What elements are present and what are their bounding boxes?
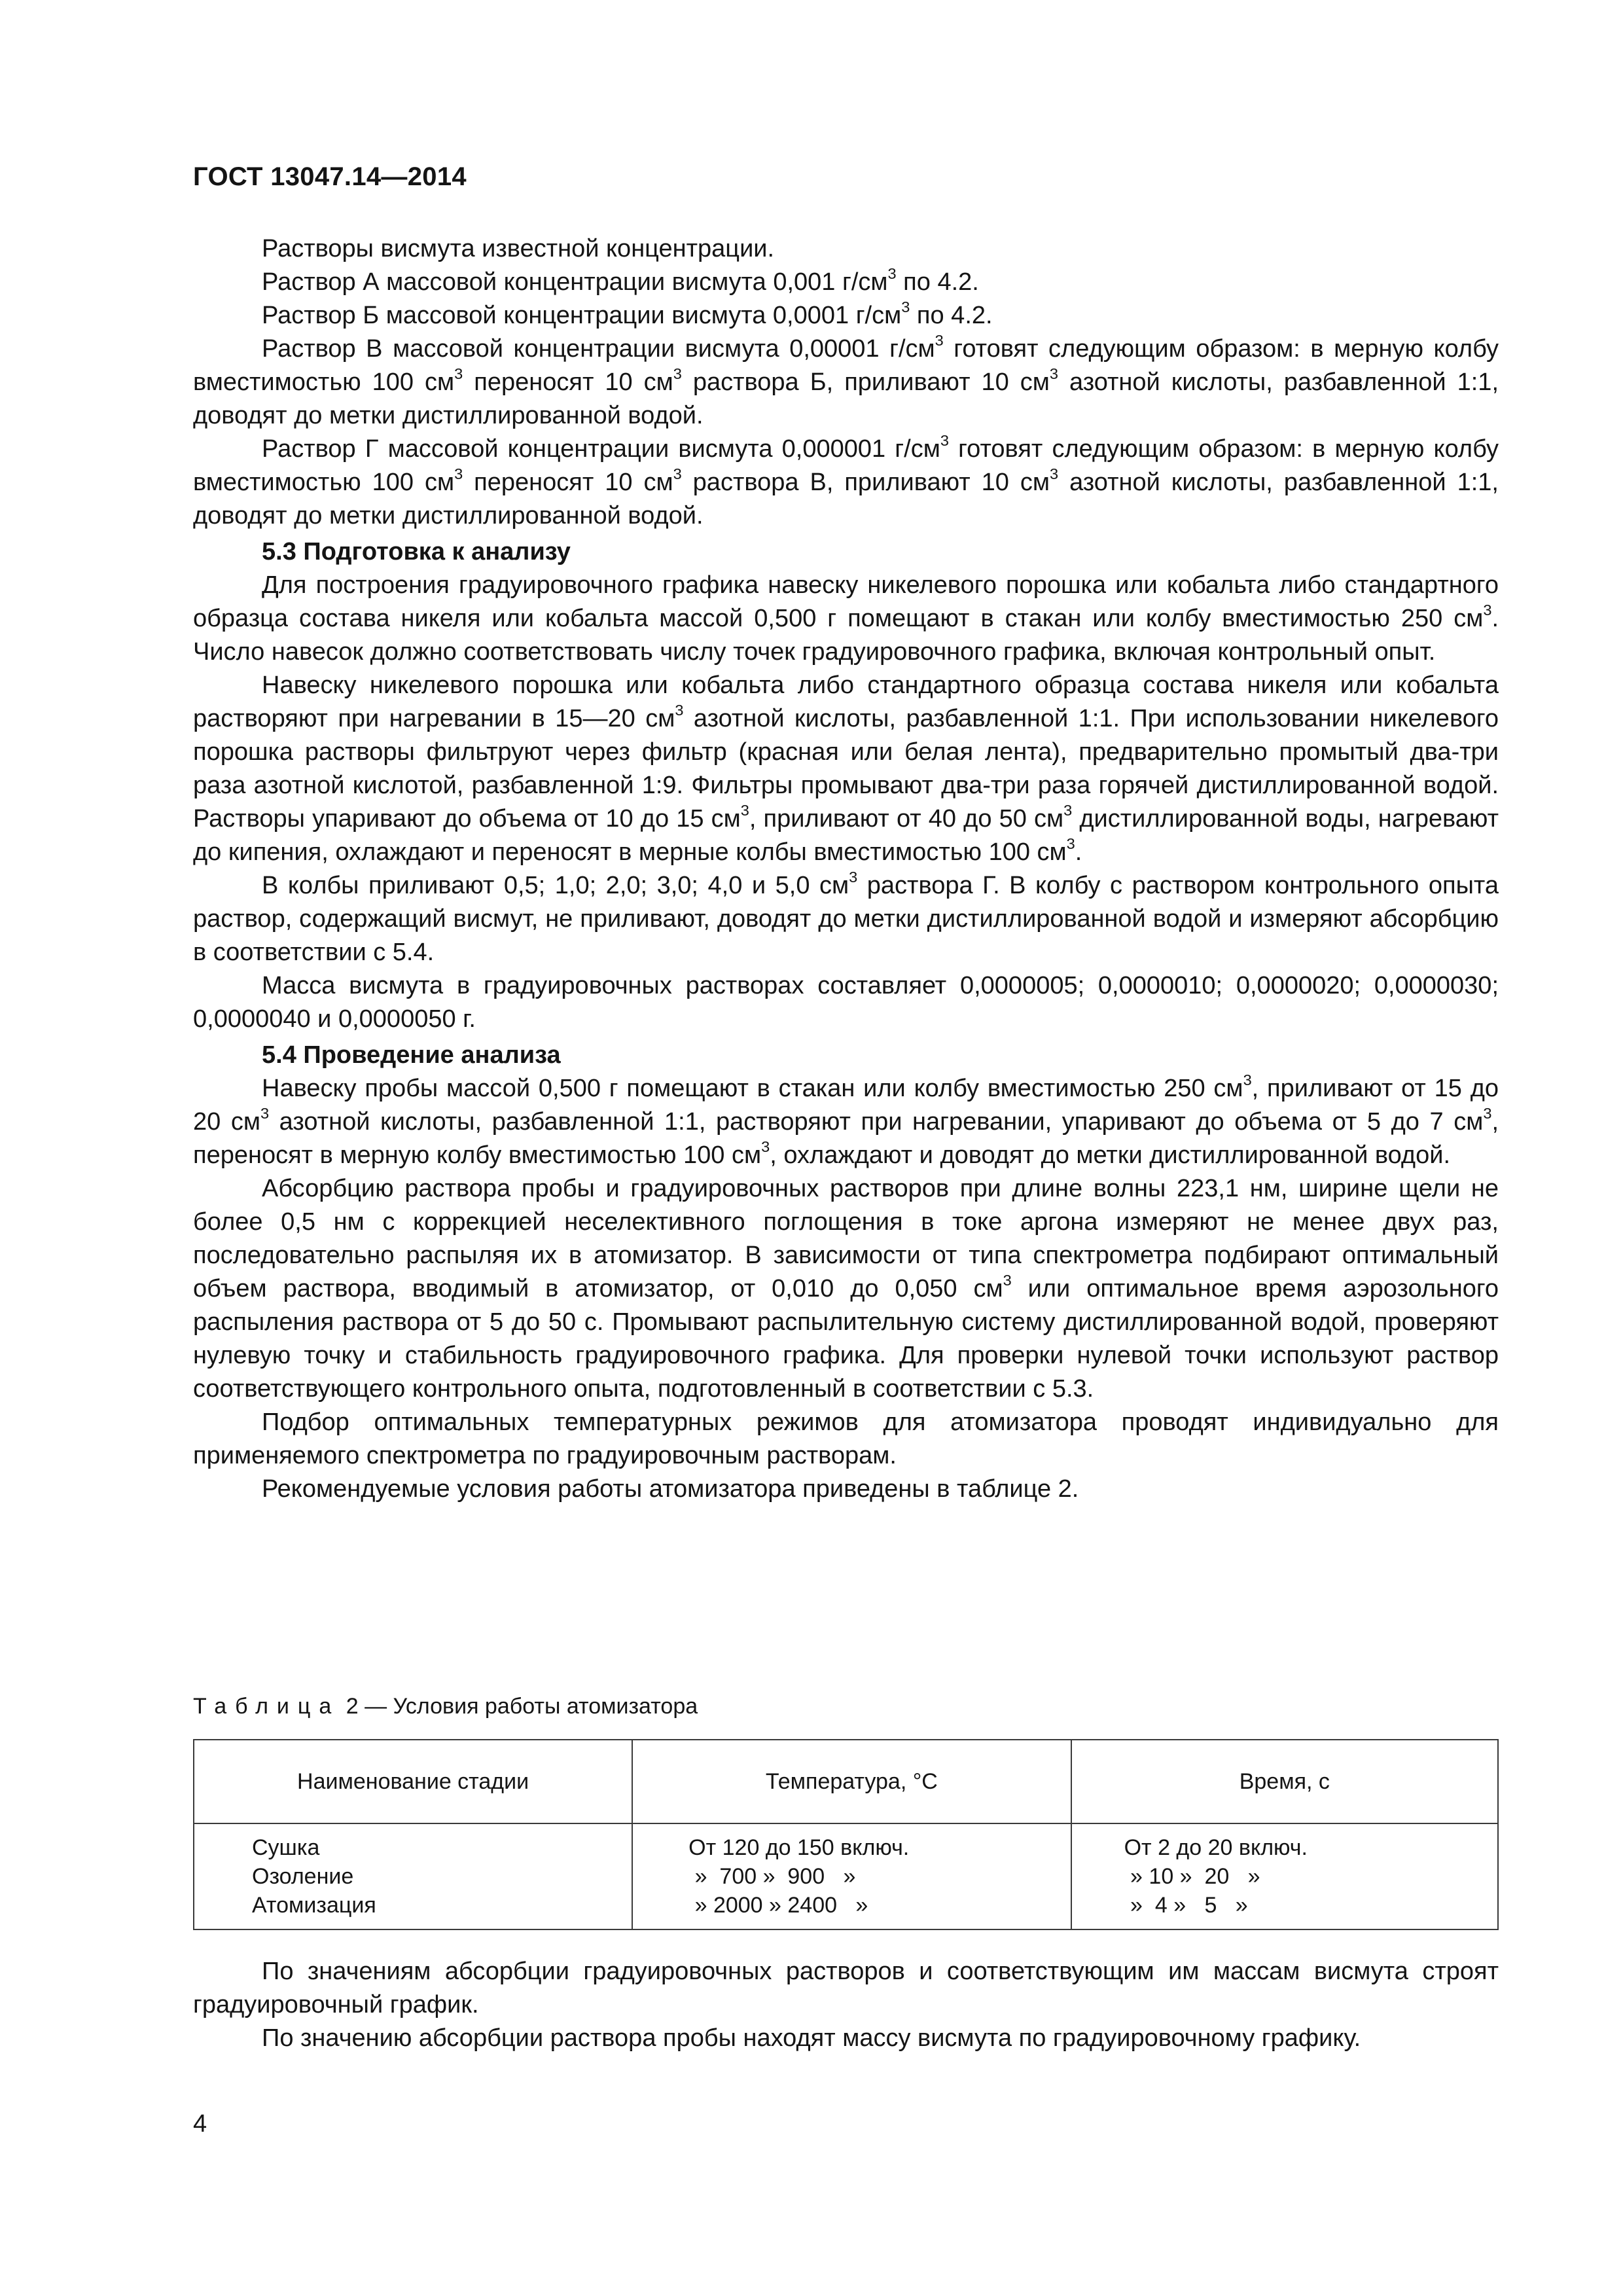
table-caption [193, 1694, 698, 1719]
table-row [194, 1862, 1498, 1891]
section-heading: 5.4 Проведение анализа [262, 1041, 561, 1069]
paragraph: В колбы приливают 0,5; 1,0; 2,0; 3,0; 4,0 и 5,0 $см^3$ раствора Г. В колбу с раствором контрольного опыта раствор, содержащий висмут, не приливают, доводят до метки дистиллированной водой и измеряют абсорбцию в соответствии с 5.4. [193, 869, 1499, 966]
table-cell-temperature: » 2000 » 2400 » [632, 1891, 1071, 1929]
section-heading: 5.3 Подготовка к анализу [262, 538, 571, 565]
paragraph: Абсорбцию раствора пробы и градуировочных растворов при длине волны 223,1 нм, ширине щели не более 0,5 нм с коррекцией неселективного поглощения в токе аргона измеряют не менее двух раз, последовательно распыляя их в атомизатор. В зависимости от типа спектрометра подбирают оптимальный объем раствора, вводимый в атомизатор, от 0,010 до 0,050 $см^3$ или оптимальное время аэрозольного распыления раствора от 5 до 50 с. Промывают распылительную систему дистиллированной водой, проверяют нулевую точку и стабильность градуировочного графика. Для проверки нулевой точки используют раствор соответствующего контрольного опыта, подготовленный в соответствии с 5.3. [193, 1175, 1499, 1403]
paragraph: Раствор Г массовой концентрации висмута 0,000001 $г/см^3$ готовят следующим образом: в мерную колбу вместимостью 100 $см^3$ переносят 10 $см^3$ раствора В, приливают 10 $см^3$ азотной кислоты, разбавленной 1:1, доводят до метки дистиллированной водой. [193, 432, 1499, 529]
body-text [193, 232, 1499, 1506]
paragraph: Раствор Б массовой концентрации висмута 0,0001 $г/см^3$ по 4.2. [262, 298, 993, 329]
column-header-stage: Наименование стадии [194, 1740, 632, 1823]
paragraph: Навеску никелевого порошка или кобальта либо стандартного образца состава никеля или кобальта растворяют при нагревании в 15—20 $см^3$ азотной кислоты, разбавленной 1:1. При использовании никелевого порошка растворы фильтруют через фильтр (красная или белая лента), предварительно промытый два-три раза азотной кислотой, разбавленной 1:9. Фильтры промывают два-три раза горячей дистиллированной водой. Растворы упаривают до объема от 10 до 15 $см^3$, приливают от 40 до 50 $см^3$ дистиллированной воды, нагревают до кипения, охлаждают и переносят в мерные колбы вместимостью 100 $см^3$. [193, 672, 1499, 866]
table-caption-title: 2 — Условия работы атомизатора [340, 1694, 698, 1719]
table-cell-stage: Атомизация [194, 1891, 632, 1929]
after-table-text [193, 1955, 1499, 2055]
table-cell-time: » 4 » 5 » [1071, 1891, 1498, 1929]
table-cell-temperature: » 700 » 900 » [632, 1862, 1071, 1891]
paragraph: Растворы висмута известной концентрации. [262, 235, 775, 262]
table-header-row [194, 1740, 1498, 1823]
paragraph: Раствор В массовой концентрации висмута 0,00001 $г/см^3$ готовят следующим образом: в мерную колбу вместимостью 100 $см^3$ переносят 10 $см^3$ раствора Б, приливают 10 $см^3$ азотной кислоты, разбавленной 1:1, доводят до метки дистиллированной водой. [193, 332, 1499, 429]
table-row [194, 1823, 1498, 1862]
column-header-temperature: Температура, °С [632, 1740, 1071, 1823]
paragraph: Рекомендуемые условия работы атомизатора приведены в таблице 2. [262, 1475, 1079, 1503]
table-cell-temperature: От 120 до 150 включ. [632, 1823, 1071, 1862]
atomizer-conditions-table [193, 1739, 1499, 1930]
paragraph: По значениям абсорбции градуировочных растворов и соответствующим им массам висмута строят градуировочный график. [193, 1958, 1499, 2018]
table-cell-stage: Озоление [194, 1862, 632, 1891]
paragraph: Навеску пробы массой 0,500 г помещают в стакан или колбу вместимостью 250 $см^3$, приливают от 15 до 20 $см^3$ азотной кислоты, разбавленной 1:1, растворяют при нагревании, упаривают до объема от 5 до 7 $см^3$, переносят в мерную колбу вместимостью 100 $см^3$, охлаждают и доводят до метки дистиллированной водой. [193, 1071, 1499, 1169]
table-row [194, 1891, 1498, 1929]
document-header: ГОСТ 13047.14—2014 [193, 162, 467, 191]
paragraph: Для построения градуировочного графика навеску никелевого порошка или кобальта либо стандартного образца состава никеля или кобальта массой 0,500 г помещают в стакан или колбу вместимостью 250 $см^3$. Число навесок должно соответствовать числу точек градуировочного графика, включая контрольный опыт. [193, 571, 1499, 666]
column-header-time: Время, с [1071, 1740, 1498, 1823]
table-cell-time: » 10 » 20 » [1071, 1862, 1498, 1891]
page-number: 4 [193, 2110, 207, 2138]
paragraph: Подбор оптимальных температурных режимов для атомизатора проводят индивидуально для применяемого спектрометра по градуировочным растворам. [193, 1408, 1499, 1469]
table-caption-prefix: Таблица [193, 1694, 340, 1719]
table-cell-time: От 2 до 20 включ. [1071, 1823, 1498, 1862]
paragraph: Раствор А массовой концентрации висмута 0,001 $г/см^3$ по 4.2. [262, 265, 979, 296]
paragraph: Масса висмута в градуировочных растворах составляет 0,0000005; 0,0000010; 0,0000020; 0,0000030; 0,0000040 и 0,0000050 г. [193, 972, 1499, 1033]
table-cell-stage: Сушка [194, 1823, 632, 1862]
paragraph: По значению абсорбции раствора пробы находят массу висмута по градуировочному графику. [262, 2024, 1361, 2052]
